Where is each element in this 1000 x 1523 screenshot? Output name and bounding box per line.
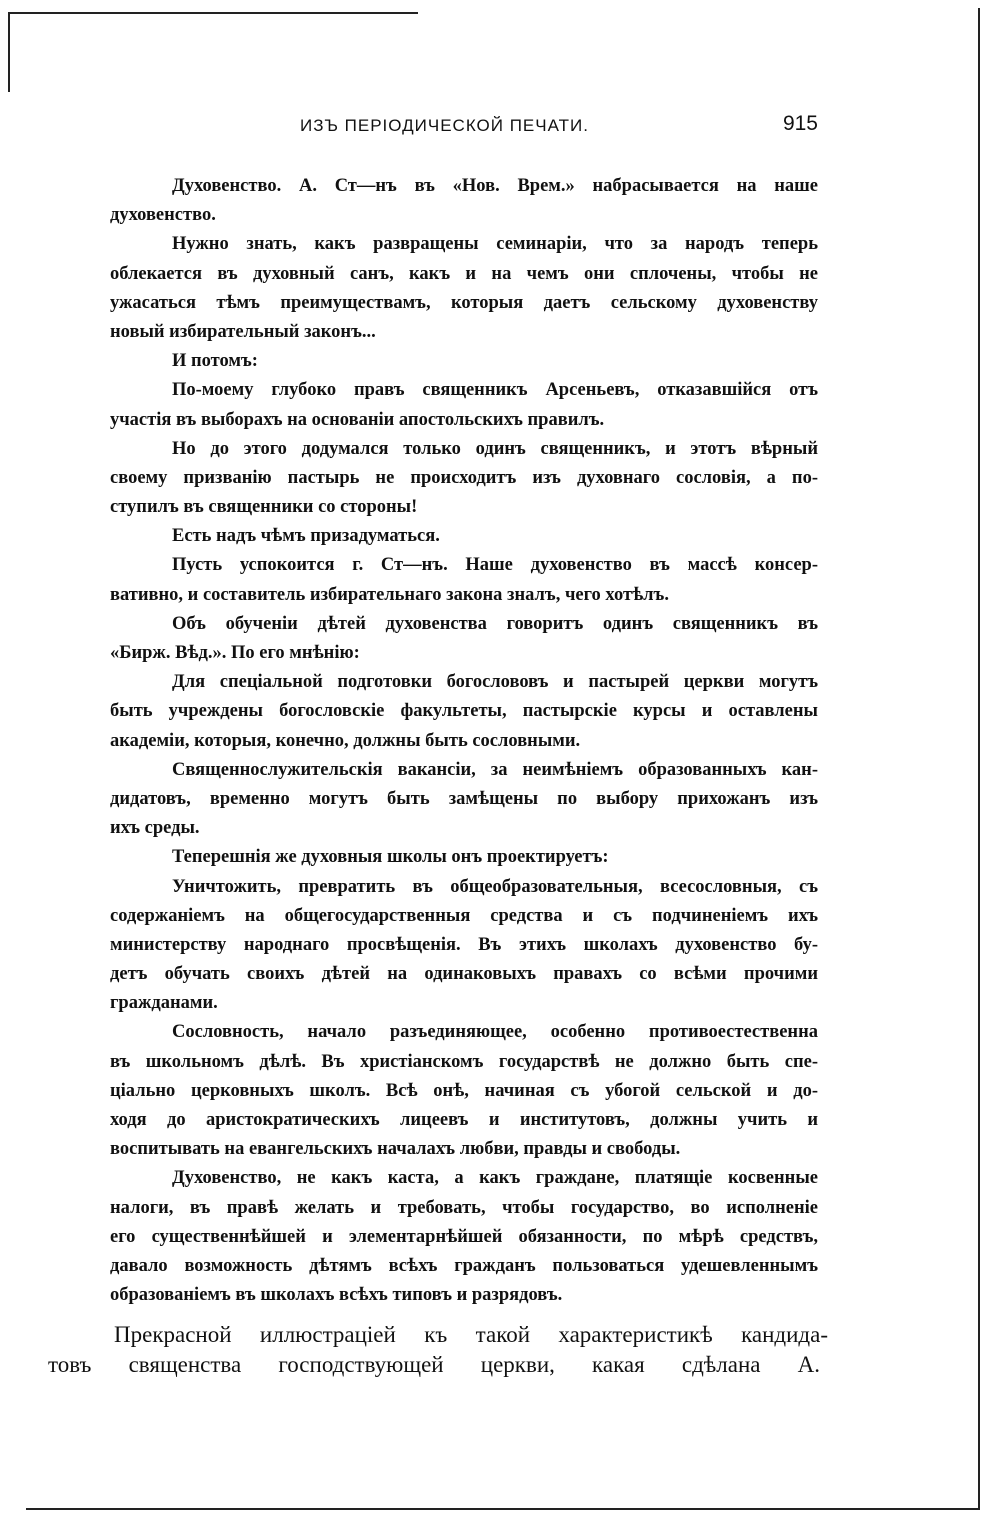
text-line: ихъ среды. <box>110 818 200 839</box>
text-line: академіи, которыя, конечно, должны быть сословными. <box>110 730 581 751</box>
text-line: вативно, и составитель избирательнаго закона зналъ, чего хотѣлъ. <box>110 584 669 605</box>
text-line: Но до этого додумался только одинъ священникъ, и этотъ вѣрный <box>172 438 818 459</box>
text-line: Нужно знать, какъ развращены семинаріи, что за народъ теперь <box>172 234 818 255</box>
text-line: въ школьномъ дѣлѣ. Въ христіанскомъ государствѣ не должно быть спе- <box>110 1051 818 1072</box>
text-line: Объ обученіи дѣтей духовенства говоритъ одинъ священникъ въ <box>172 613 818 634</box>
text-line: И потомъ: <box>172 351 258 372</box>
text-line: По-моему глубоко правъ священникъ Арсеньевъ, отказавшійся отъ <box>172 380 818 401</box>
text-line: товъ священства господствующей церкви, какая сдѣлана А. <box>48 1352 820 1377</box>
page-frame-right-border <box>978 8 980 1508</box>
text-line: «Бирж. Вѣд.». По его мнѣнію: <box>110 643 360 663</box>
text-line: давало возможность дѣтямъ всѣхъ гражданъ пользоваться удешевленнымъ <box>110 1255 818 1276</box>
text-line: Теперешнія же духовныя школы онъ проектируетъ: <box>172 847 609 868</box>
quoted-text-block <box>110 172 818 1310</box>
text-line: Духовенство. А. Ст—нъ въ «Нов. Врем.» набрасывается на наше <box>172 176 818 196</box>
text-line: ужасаться тѣмъ преимуществамъ, которыя даетъ сельскому духовенству <box>110 292 818 313</box>
text-line: Пусть успокоится г. Ст—нъ. Наше духовенство въ массѣ консер- <box>172 555 818 576</box>
text-line: духовенство. <box>110 205 216 226</box>
text-line: его существеннѣйшей и элементарнѣйшей обязанности, по мѣрѣ средствъ, <box>110 1226 818 1247</box>
text-line: образованіемъ въ школахъ всѣхъ типовъ и разрядовъ. <box>110 1285 563 1306</box>
page-header <box>110 112 818 142</box>
text-line: налоги, въ правѣ желать и требовать, чтобы государство, во исполненіе <box>110 1197 818 1218</box>
text-line: ціально церковныхъ школъ. Всѣ онѣ, начиная съ убогой сельской и до- <box>110 1080 818 1101</box>
text-line: ступилъ въ священники со стороны! <box>110 497 418 518</box>
text-line: новый избирательный законъ... <box>110 321 376 342</box>
text-line: министерству народнаго просвѣщенія. Въ этихъ школахъ духовенство бу- <box>110 934 818 955</box>
text-line: Сословность, начало разъединяющее, особенно противоестественна <box>172 1022 818 1043</box>
text-line: гражданами. <box>110 993 218 1014</box>
text-line: Для спеціальной подготовки богослововъ и пастырей церкви могутъ <box>172 672 818 693</box>
text-line: Уничтожить, превратить въ общеобразовательныя, всесословныя, съ <box>172 876 818 897</box>
text-line: ходя до аристократическихъ лицеевъ и институтовъ, должны учить и <box>110 1110 818 1130</box>
main-text-block <box>48 1320 828 1380</box>
text-line: Духовенство, не какъ каста, а какъ граждане, платящіе косвенные <box>172 1168 818 1189</box>
text-line: Есть надъ чѣмъ призадуматься. <box>172 526 440 547</box>
page-frame-left-border <box>8 12 10 92</box>
text-line: Священнослужительскія вакансіи, за неимѣніемъ образованныхъ кан- <box>172 759 818 780</box>
running-title: ИЗЪ ПЕРІОДИЧЕСКОЙ ПЕЧАТИ. <box>300 116 589 135</box>
page-frame-top-border <box>8 12 418 14</box>
page-number: 915 <box>782 112 818 135</box>
text-line: своему призванію пастырь не происходитъ изъ духовнаго сословія, а по- <box>110 467 818 488</box>
text-line: участія въ выборахъ на основаніи апостольскихъ правилъ. <box>110 409 605 430</box>
text-line: содержаніемъ на общегосударственныя средства и съ подчиненіемъ ихъ <box>110 905 818 926</box>
page-frame-bottom-border <box>26 1508 980 1510</box>
text-line: Прекрасной иллюстраціей къ такой характеристикѣ кандида- <box>114 1322 828 1347</box>
text-line: быть учреждены богословскіе факультеты, пастырскіе курсы и оставлены <box>110 701 818 722</box>
text-line: воспитывать на евангельскихъ началахъ любви, правды и свободы. <box>110 1139 681 1160</box>
text-line: детъ обучать своихъ дѣтей на одинаковыхъ правахъ со всѣми прочими <box>110 964 818 985</box>
text-line: дидатовъ, временно могутъ быть замѣщены по выбору прихожанъ изъ <box>110 788 818 809</box>
text-line: облекается въ духовный санъ, какъ и на чемъ они сплочены, чтобы не <box>110 263 818 284</box>
